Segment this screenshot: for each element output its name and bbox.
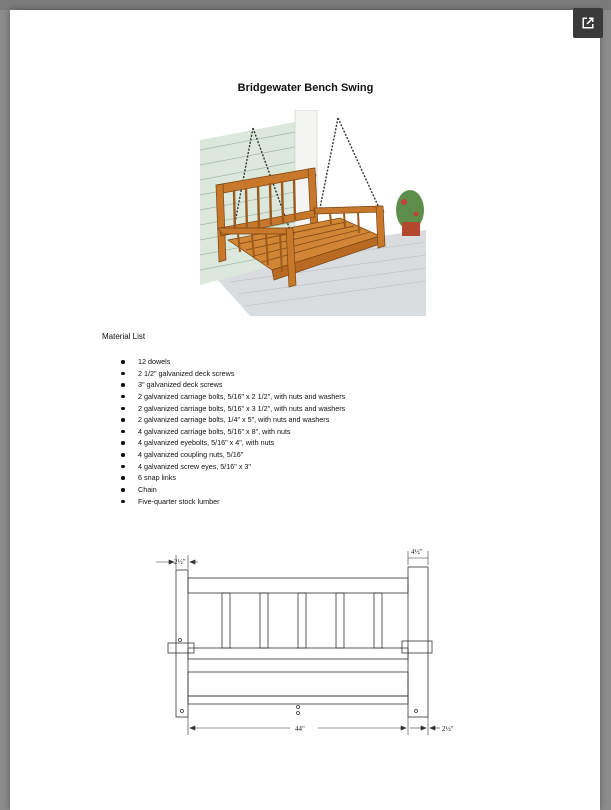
popout-button[interactable] xyxy=(573,8,603,38)
page-title: Bridgewater Bench Swing xyxy=(237,82,374,94)
list-item: 4 galvanized screw eyes, 5/16" x 3" xyxy=(118,461,345,473)
open-in-new-icon xyxy=(580,15,596,31)
list-item: 4 galvanized eyebolts, 5/16" x 4", with nuts xyxy=(118,437,345,449)
dim-bottom-width-label: 44" xyxy=(295,725,305,733)
bench-swing-illustration xyxy=(190,110,426,316)
list-item: Chain xyxy=(118,484,345,496)
list-item: 2 galvanized carriage bolts, 5/16" x 3 1/2", with nuts and washers xyxy=(118,403,345,415)
viewer-topbar xyxy=(0,0,611,10)
material-list-heading: Material List xyxy=(102,332,146,341)
list-item: Five-quarter stock lumber xyxy=(118,496,345,508)
list-item: 2 galvanized carriage bolts, 1/4" x 5", with nuts and washers xyxy=(118,414,345,426)
list-item: 3" galvanized deck screws xyxy=(118,379,345,391)
list-item: 6 snap links xyxy=(118,472,345,484)
list-item: 4 galvanized carriage bolts, 5/16" x 8", with nuts xyxy=(118,426,345,438)
dim-top-right-label: 4½" xyxy=(411,548,423,556)
list-item: 2 galvanized carriage bolts, 5/16" x 2 1/2", with nuts and washers xyxy=(118,391,345,403)
material-list xyxy=(118,356,345,507)
list-item: 2 1/2" galvanized deck screws xyxy=(118,368,345,380)
dim-bottom-right-label: 2½" xyxy=(442,725,454,733)
bench-front-elevation-diagram xyxy=(150,545,470,740)
list-item: 4 galvanized coupling nuts, 5/16" xyxy=(118,449,345,461)
dim-top-left-label: 2½" xyxy=(174,558,186,566)
list-item: 12 dowels xyxy=(118,356,345,368)
